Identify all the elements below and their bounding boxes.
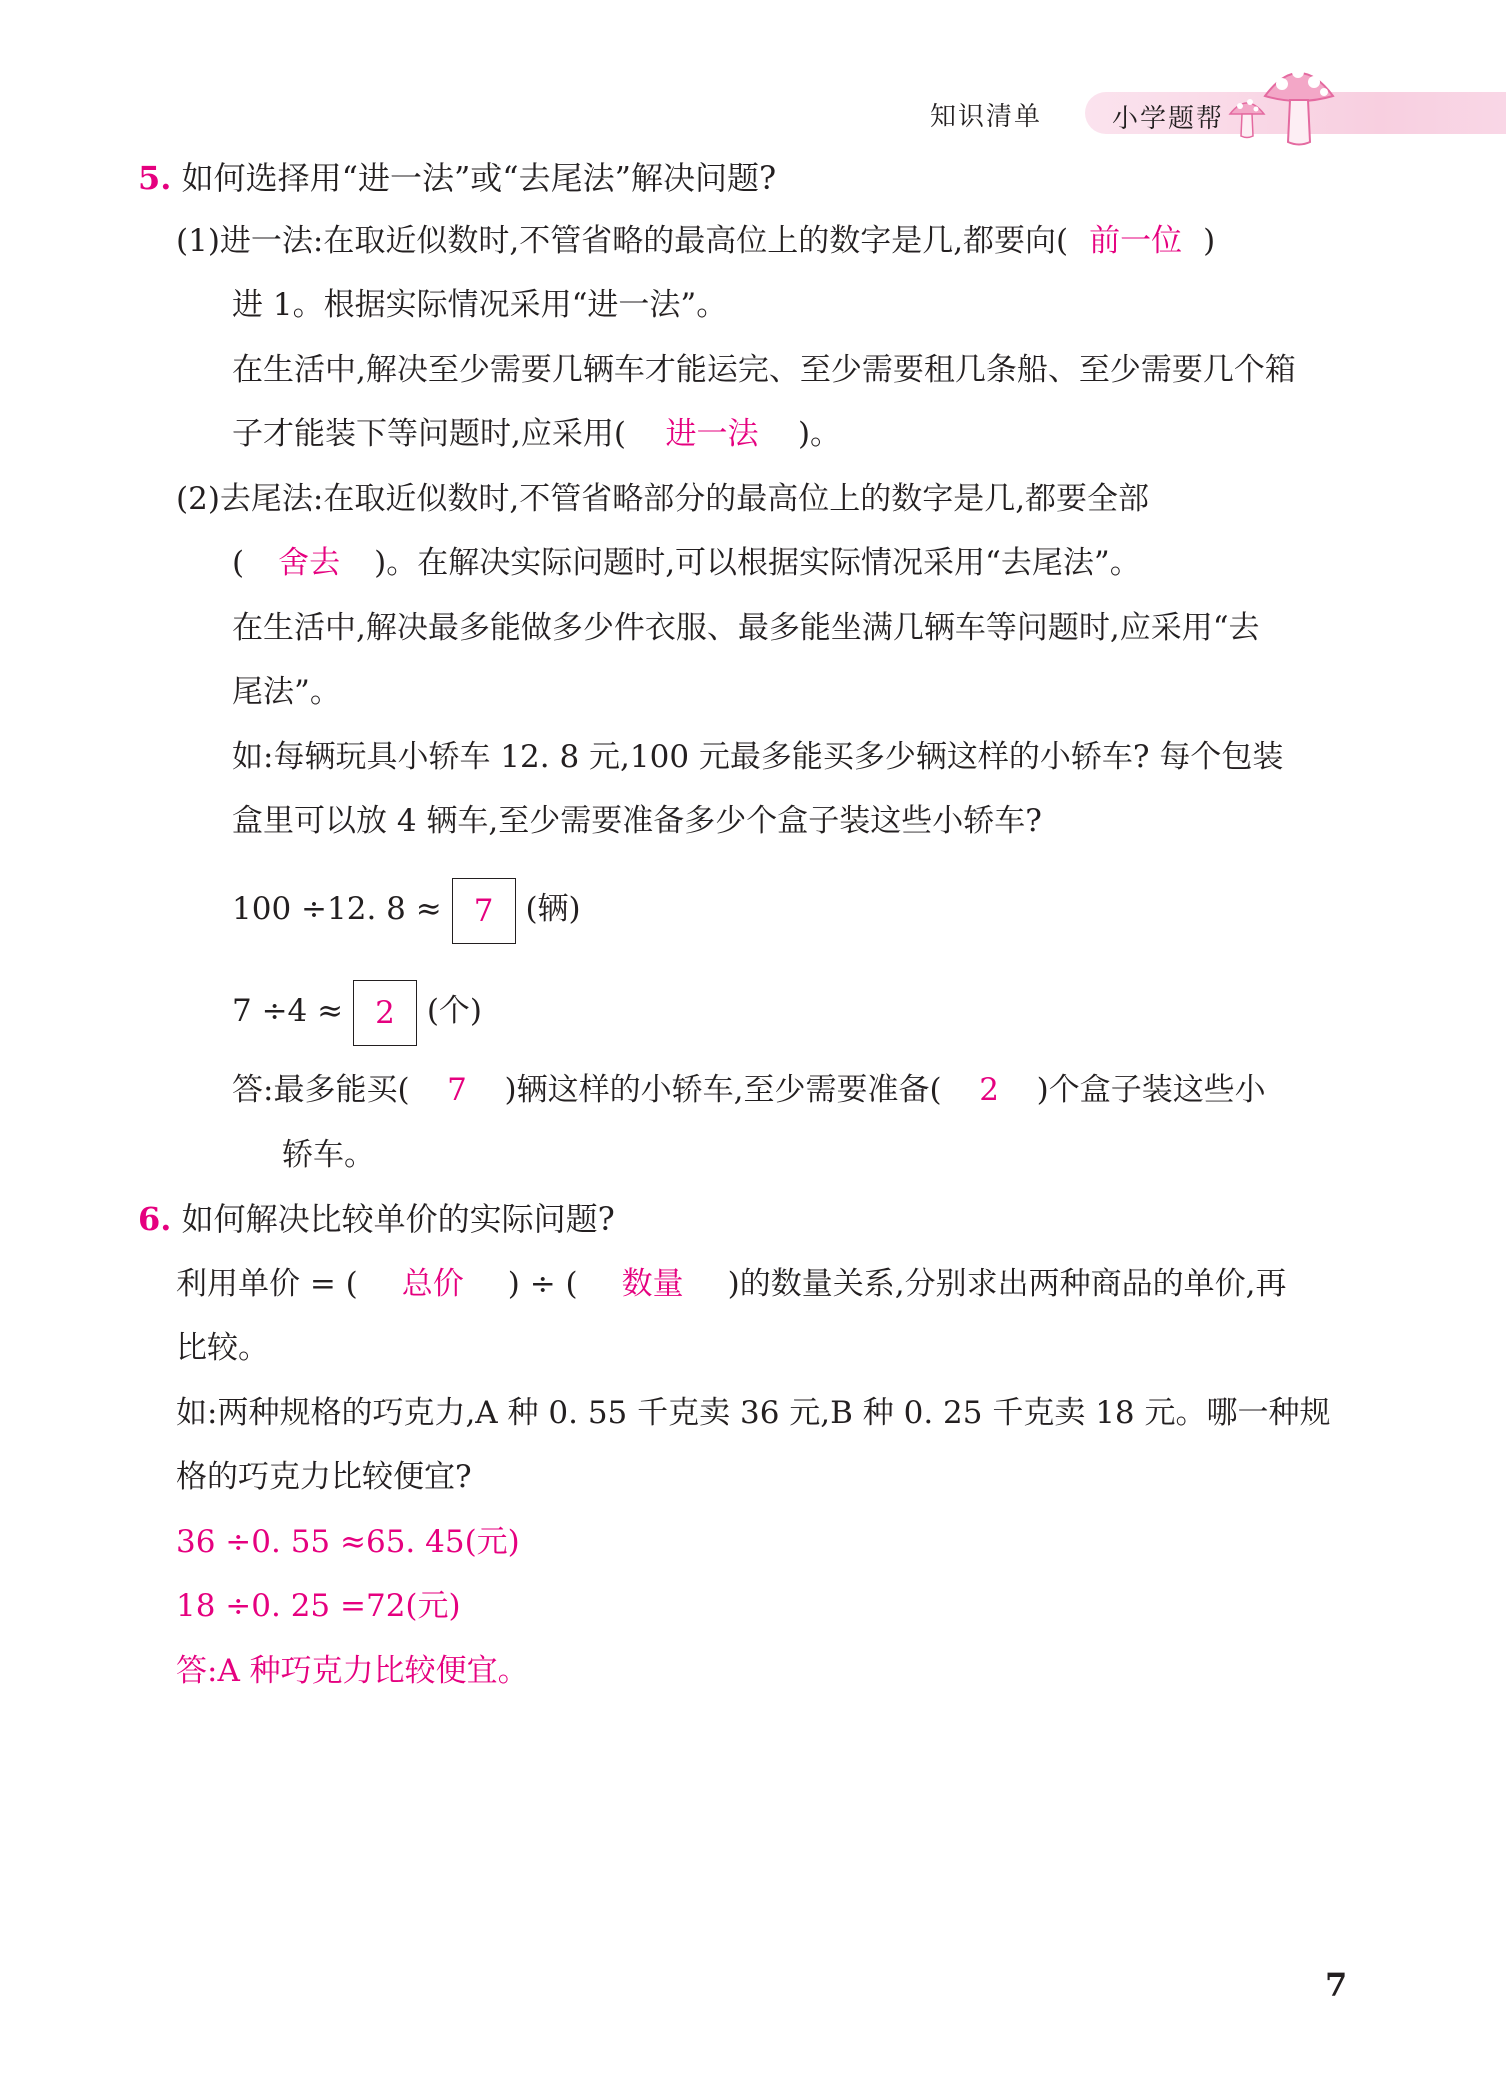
mushroom-icon bbox=[1262, 56, 1336, 148]
section-title: 如何选择用“进一法”或“去尾法”解决问题? bbox=[181, 159, 777, 197]
text: 100 ÷12. 8 ≈ bbox=[232, 891, 442, 927]
calc-line bbox=[232, 876, 581, 944]
example-line: 如:两种规格的巧克力,A 种 0. 55 千克卖 36 元,B 种 0. 25 千克卖 18 元。哪一种规 bbox=[176, 1395, 1331, 1431]
answer-blank: 进一法 bbox=[665, 416, 759, 452]
example-line: 格的巧克力比较便宜? bbox=[176, 1459, 472, 1495]
solution-line: 36 ÷0. 55 ≈65. 45(元) bbox=[176, 1524, 520, 1560]
answer-blank: 2 bbox=[979, 1072, 999, 1108]
answer-line: 轿车。 bbox=[282, 1137, 375, 1173]
text-line: 比较。 bbox=[176, 1330, 269, 1366]
text-line bbox=[232, 543, 1141, 583]
text: )个盒子装这些小 bbox=[1036, 1072, 1266, 1108]
text: ) bbox=[1203, 223, 1216, 259]
solution-line: 答:A 种巧克力比较便宜。 bbox=[176, 1653, 529, 1689]
section-6-heading bbox=[138, 1199, 615, 1239]
text-line bbox=[176, 1264, 1286, 1304]
answer-blank: 舍去 bbox=[278, 545, 341, 581]
text-line: 尾法”。 bbox=[232, 674, 341, 710]
text: )辆这样的小轿车,至少需要准备( bbox=[504, 1072, 942, 1108]
text: ) ÷ ( bbox=[507, 1266, 578, 1302]
section-number: 6. bbox=[138, 1200, 172, 1238]
text: 7 ÷4 ≈ bbox=[232, 993, 344, 1029]
text: (辆) bbox=[525, 891, 581, 927]
example-line: 盒里可以放 4 辆车,至少需要准备多少个盒子装这些小轿车? bbox=[232, 803, 1042, 839]
mushroom-icon bbox=[1228, 92, 1266, 140]
text: (1)进一法:在取近似数时,不管省略的最高位上的数字是几,都要向( bbox=[176, 223, 1069, 259]
text: ( bbox=[232, 545, 245, 581]
text: )。 bbox=[797, 416, 842, 452]
text-line: (2)去尾法:在取近似数时,不管省略部分的最高位上的数字是几,都要全部 bbox=[176, 481, 1150, 517]
text: 利用单价 = ( bbox=[176, 1266, 358, 1302]
text: )的数量关系,分别求出两种商品的单价,再 bbox=[727, 1266, 1287, 1302]
answer-blank: 数量 bbox=[621, 1266, 684, 1302]
text-line: 在生活中,解决至少需要几辆车才能运完、至少需要租几条船、至少需要几个箱 bbox=[232, 352, 1296, 388]
answer-box: 2 bbox=[353, 980, 417, 1046]
example-line: 如:每辆玩具小轿车 12. 8 元,100 元最多能买多少辆这样的小轿车? 每个包装 bbox=[232, 739, 1284, 775]
text: )。在解决实际问题时,可以根据实际情况采用“去尾法”。 bbox=[374, 545, 1141, 581]
text: 子才能装下等问题时,应采用( bbox=[232, 416, 626, 452]
text: 答:最多能买( bbox=[232, 1072, 410, 1108]
answer-blank: 前一位 bbox=[1089, 223, 1183, 259]
solution-line: 18 ÷0. 25 =72(元) bbox=[176, 1588, 461, 1624]
text-line bbox=[176, 221, 1215, 261]
answer-line bbox=[232, 1070, 1266, 1110]
header-left-title: 知识清单 bbox=[930, 102, 1043, 132]
answer-box: 7 bbox=[452, 878, 516, 944]
answer-blank: 7 bbox=[447, 1072, 467, 1108]
section-5-heading bbox=[138, 158, 776, 198]
text-line: 进 1。根据实际情况采用“进一法”。 bbox=[232, 287, 728, 323]
header-right-title: 小学题帮 bbox=[1112, 104, 1225, 134]
text-line: 在生活中,解决最多能做多少件衣服、最多能坐满几辆车等问题时,应采用“去 bbox=[232, 610, 1260, 646]
calc-line bbox=[232, 978, 482, 1046]
text: (个) bbox=[426, 993, 483, 1029]
section-title: 如何解决比较单价的实际问题? bbox=[181, 1200, 615, 1238]
text-line bbox=[232, 414, 841, 454]
section-number: 5. bbox=[138, 159, 172, 197]
answer-blank: 总价 bbox=[401, 1266, 464, 1302]
page-number: 7 bbox=[1325, 1966, 1348, 2004]
